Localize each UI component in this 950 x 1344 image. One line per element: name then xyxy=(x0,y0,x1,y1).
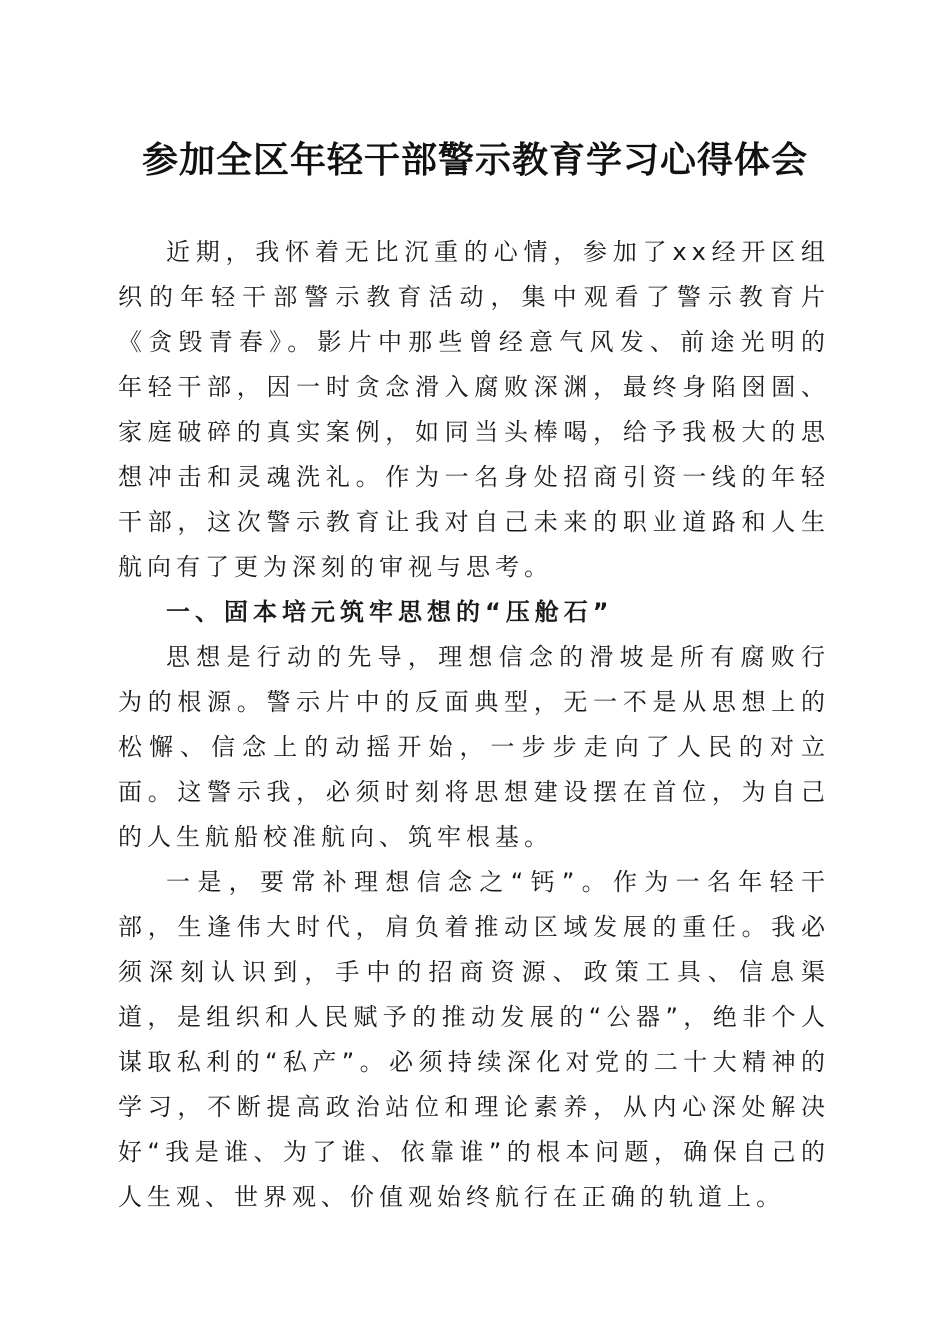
body-paragraph: 思想是行动的先导，理想信念的滑坡是所有腐败行为的根源。警示片中的反面典型，无一不是从思想上的松懈、信念上的动摇开始，一步步走向了人民的对立面。这警示我，必须时刻将思想建设摆在首位，为自己的人生航船校准航向、筑牢根基。 xyxy=(118,643,830,851)
intro-paragraph: 近期，我怀着无比沉重的心情，参加了xx经开区组织的年轻干部警示教育活动，集中观看了警示教育片《贪毁青春》。影片中那些曾经意气风发、前途光明的年轻干部，因一时贪念滑入腐败深渊，最终身陷囹圄、家庭破碎的真实案例，如同当头棒喝，给予我极大的思想冲击和灵魂洗礼。作为一名身处招商引资一线的年轻干部，这次警示教育让我对自己未来的职业道路和人生航向有了更为深刻的审视与思考。 xyxy=(118,238,830,581)
document-title: 参加全区年轻干部警示教育学习心得体会 xyxy=(141,139,808,181)
document-body xyxy=(118,230,830,1220)
section-heading: 一、固本培元筑牢思想的“压舱石” xyxy=(166,598,614,626)
body-paragraph: 一是，要常补理想信念之“钙”。作为一名年轻干部，生逢伟大时代，肩负着推动区域发展的重任。我必须深刻认识到，手中的招商资源、政策工具、信息渠道，是组织和人民赋予的推动发展的“公器”，绝非个人谋取私利的“私产”。必须持续深化对党的二十大精神的学习，不断提高政治站位和理论素养，从内心深处解决好“我是谁、为了谁、依靠谁”的根本问题，确保自己的人生观、世界观、价值观始终航行在正确的轨道上。 xyxy=(118,868,830,1211)
